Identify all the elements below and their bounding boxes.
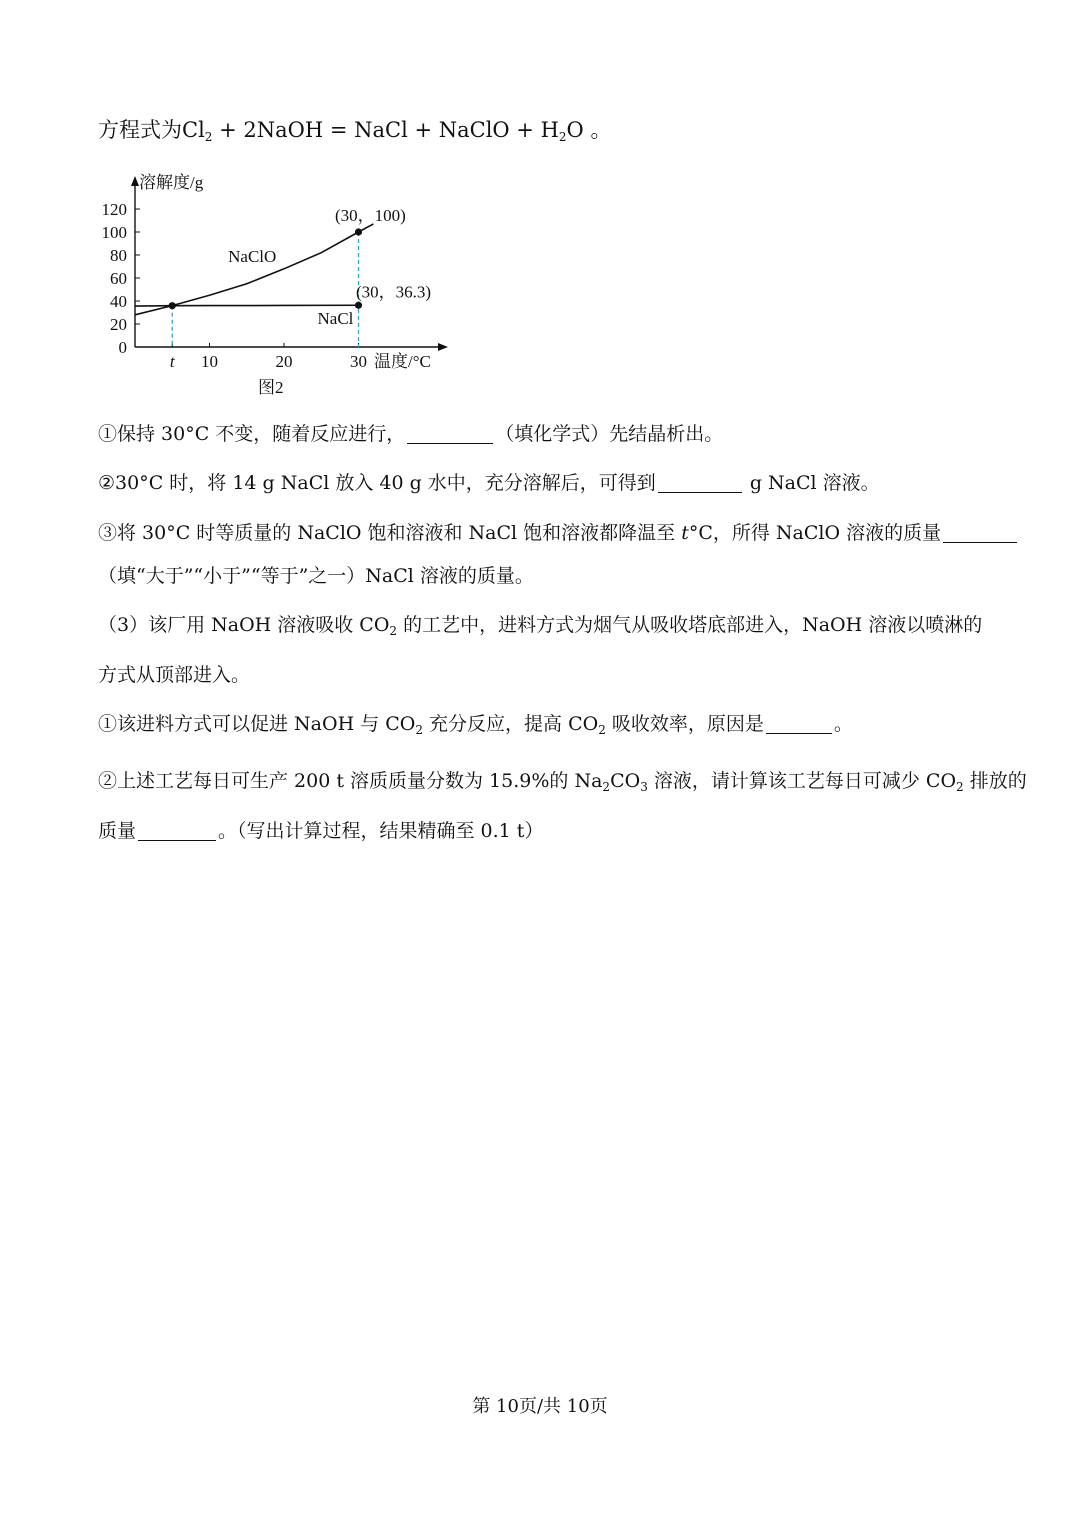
x-axis-arrow xyxy=(438,343,448,351)
page-footer: 第 10页/共 10页 xyxy=(472,1396,608,1417)
x-tick-label: t xyxy=(169,352,175,371)
y-axis-label: 溶解度/g xyxy=(139,173,204,192)
solubility-chart xyxy=(96,168,456,404)
part-3-cont: 方式从顶部进入。 xyxy=(98,664,251,686)
series-label-nacl: NaCl xyxy=(317,309,354,328)
question-3-cont: （填“大于”“小于”“等于”之一）NaCl 溶液的质量。 xyxy=(98,565,534,587)
x-tick-label: 20 xyxy=(275,352,293,371)
part-3-question-1: ①该进料方式可以促进 NaOH 与 $CO_2$ 充分反应，提高 $CO_2$ 吸收效率，原因是 。 xyxy=(98,713,853,737)
question-3: ③将 30°C 时等质量的 NaClO 饱和溶液和 NaCl 饱和溶液都降温至 t°C，所得 NaClO 溶液的质量 xyxy=(98,519,984,547)
y-tick-label: 120 xyxy=(101,200,127,219)
y-tick-label: 40 xyxy=(110,292,127,311)
y-tick-label: 60 xyxy=(110,269,127,288)
equation-line: 方程式为$Cl_2$ + 2NaOH = NaCl + NaClO + $H_2O$ 。 xyxy=(98,118,612,144)
intersection-point xyxy=(169,302,176,309)
data-point xyxy=(355,302,362,309)
chart-caption: 图2 xyxy=(258,378,284,397)
answer-blank[interactable] xyxy=(138,820,216,841)
series-line-nacl xyxy=(135,305,359,306)
part-3-question-2-cont: 质量 。（写出计算过程，结果精确至 0.1 t） xyxy=(98,820,544,842)
answer-blank[interactable] xyxy=(658,472,742,493)
annotation-label: (30，100) xyxy=(335,206,406,225)
equation-prefix: 方程式为 xyxy=(98,118,182,142)
y-tick-label: 0 xyxy=(118,338,127,357)
answer-blank[interactable] xyxy=(766,713,832,734)
answer-blank[interactable] xyxy=(943,522,1017,543)
data-point xyxy=(355,228,362,235)
annotation-label: (30，36.3) xyxy=(356,282,432,302)
question-2: ②30°C 时，将 14 g NaCl 放入 40 g 水中，充分溶解后，可得到 g NaCl 溶液。 xyxy=(98,472,880,494)
series-line-naclo xyxy=(135,224,373,315)
y-tick-label: 80 xyxy=(110,246,127,265)
part-3-question-2: ②上述工艺每日可生产 200 t 溶质质量分数为 15.9%的 $Na_2CO_3$ 溶液，请计算该工艺每日可减少 $CO_2$ 排放的 xyxy=(98,770,1027,794)
answer-blank[interactable] xyxy=(407,423,493,444)
series-label-naclo: NaClO xyxy=(228,246,277,266)
x-axis-label: 温度/°C xyxy=(374,352,431,371)
question-1: ①保持 30°C 不变，随着反应进行， （填化学式）先结晶析出。 xyxy=(98,423,724,445)
y-tick-label: 20 xyxy=(110,315,127,334)
y-axis-arrow xyxy=(131,176,139,186)
x-tick-label: 10 xyxy=(201,352,218,371)
y-tick-label: 100 xyxy=(101,223,127,242)
x-tick-label: 30 xyxy=(350,352,367,371)
part-3: （3）该厂用 NaOH 溶液吸收 $CO_2$ 的工艺中，进料方式为烟气从吸收塔底部进入，NaOH 溶液以喷淋的 xyxy=(98,614,983,638)
